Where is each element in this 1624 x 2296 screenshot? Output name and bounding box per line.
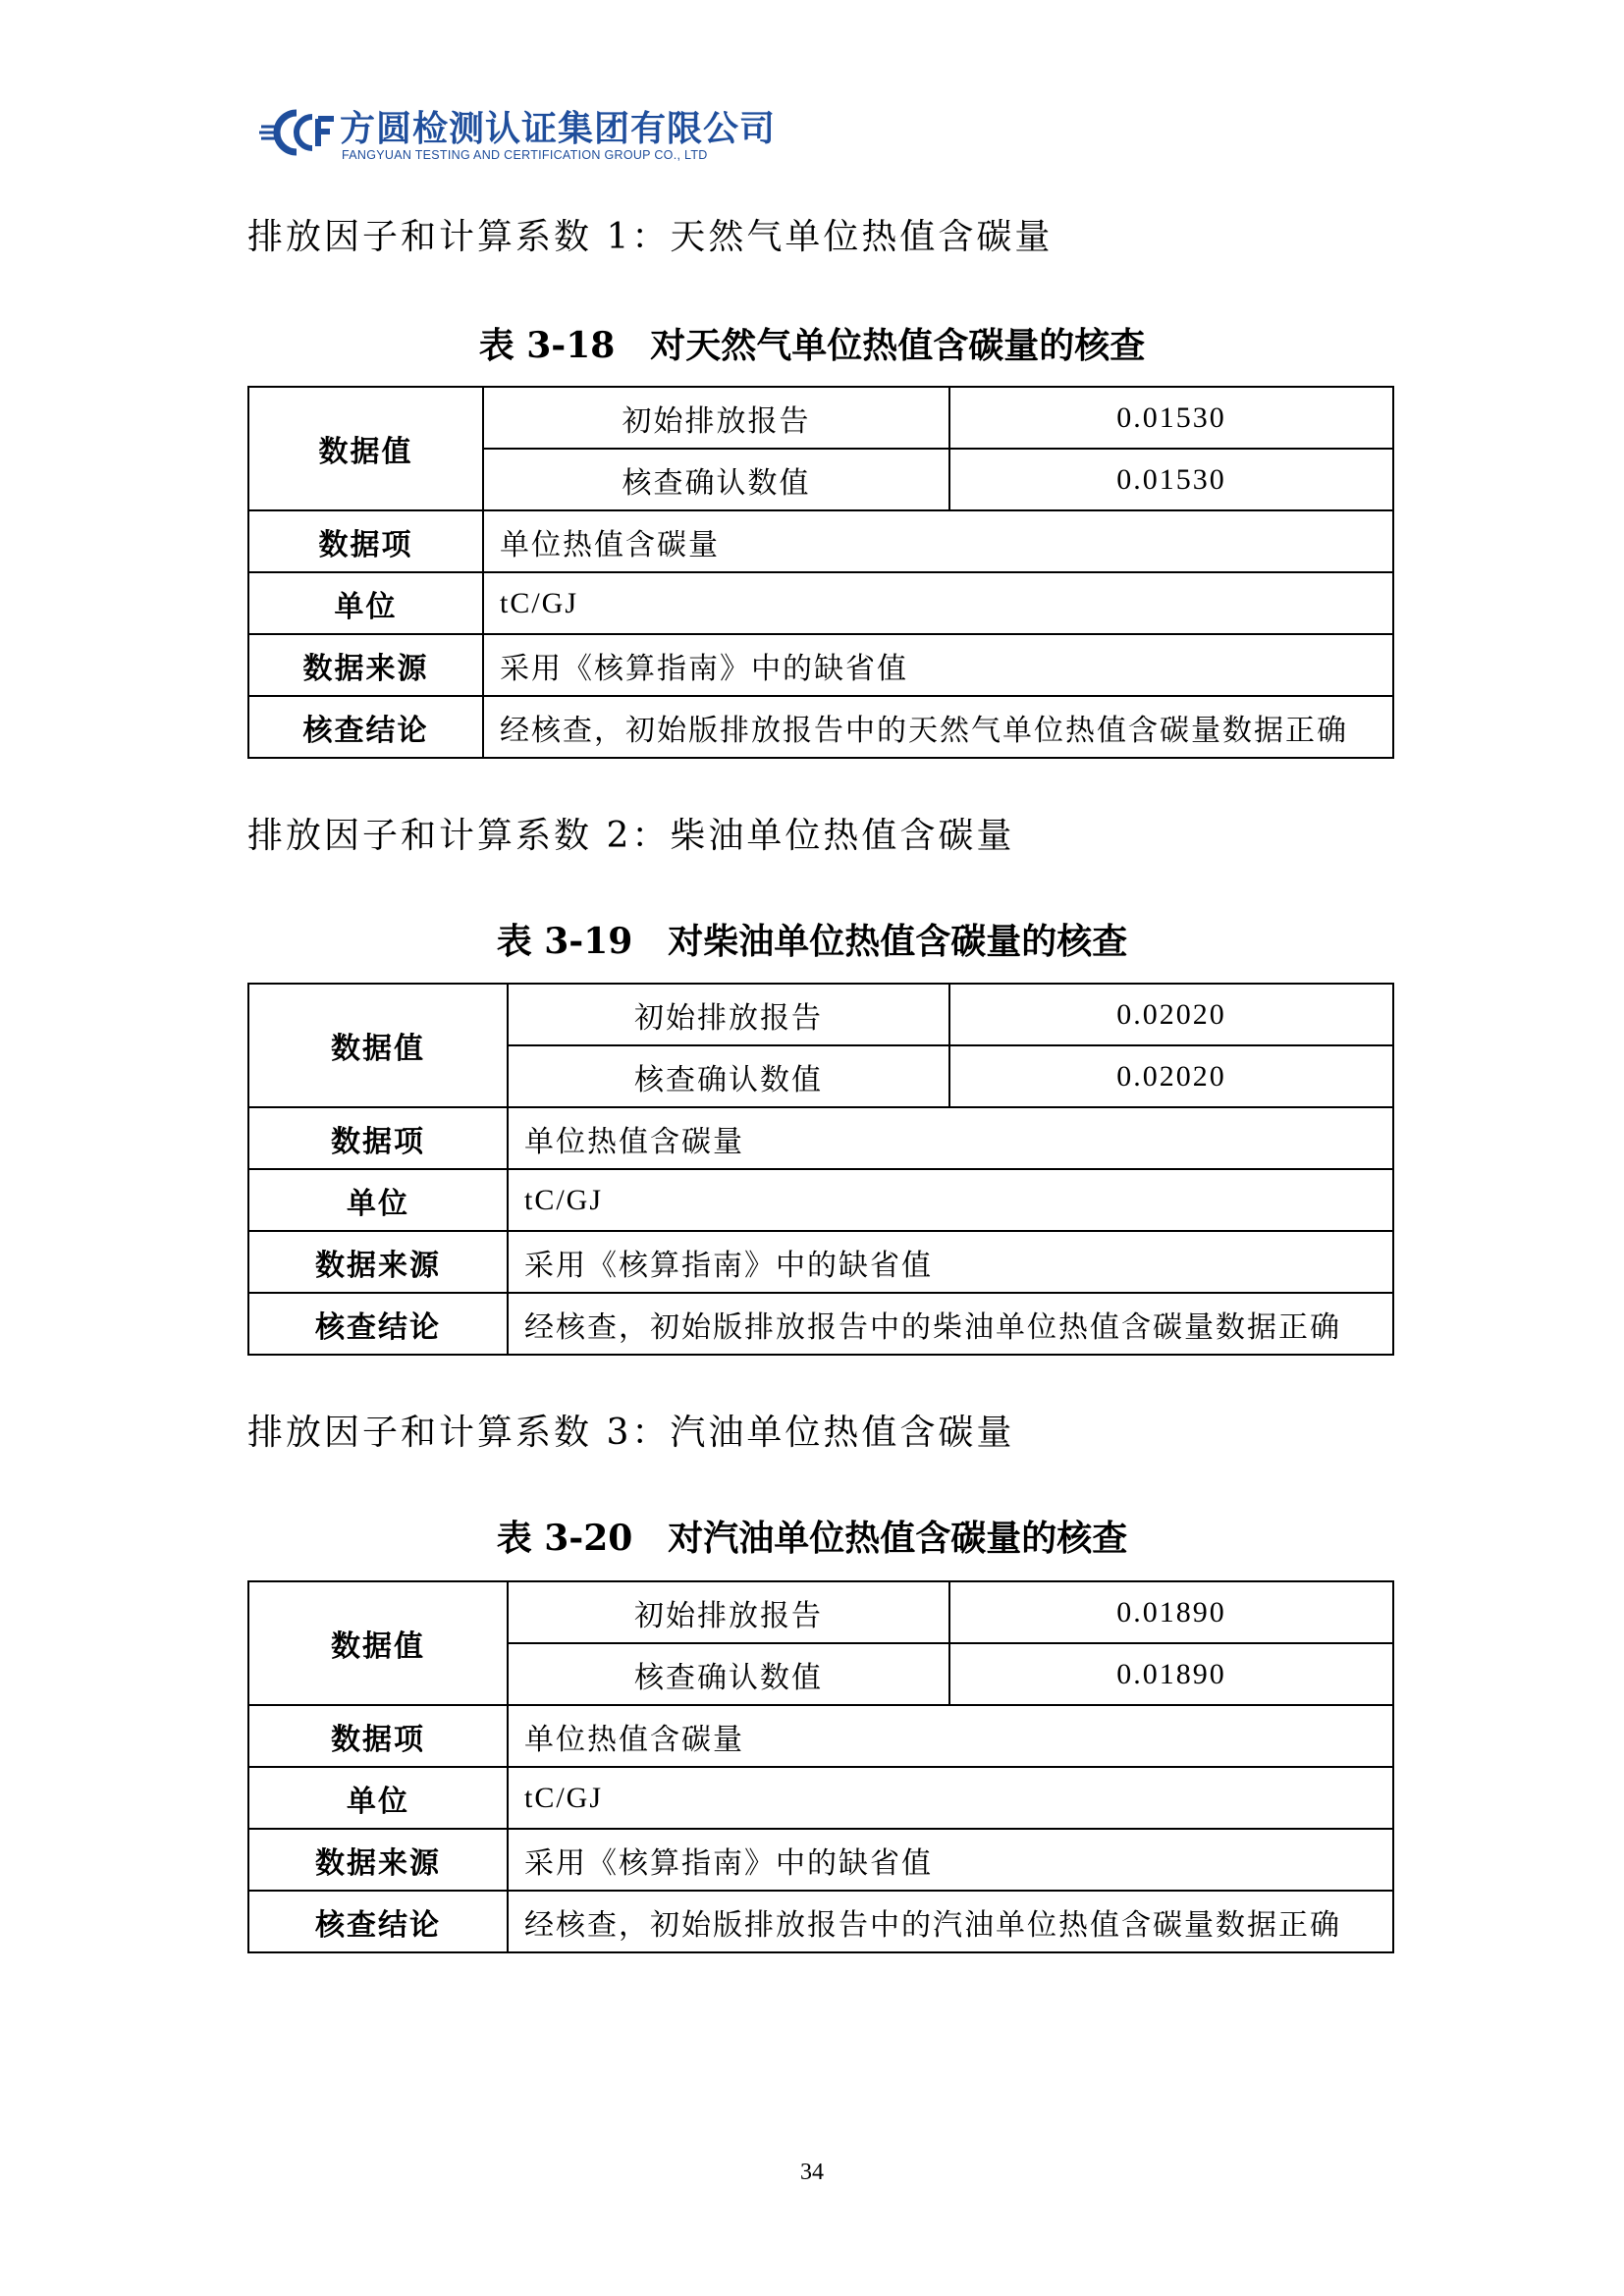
table-row xyxy=(248,634,1393,696)
table-row xyxy=(248,1829,1393,1891)
unit-value: tC/GJ xyxy=(483,572,1393,634)
table-row xyxy=(248,572,1393,634)
table-row xyxy=(248,1581,1393,1643)
initial-report-value: 0.01890 xyxy=(949,1581,1393,1643)
section-heading: 排放因子和计算系数 1：天然气单位热值含碳量 xyxy=(247,217,1054,257)
verified-value-label: 核查确认数值 xyxy=(508,1045,949,1107)
data-source-value: 采用《核算指南》中的缺省值 xyxy=(483,634,1393,696)
section-heading: 排放因子和计算系数 2：柴油单位热值含碳量 xyxy=(247,816,1015,856)
conclusion-label: 核查结论 xyxy=(248,1891,508,1952)
data-source-value: 采用《核算指南》中的缺省值 xyxy=(508,1231,1393,1293)
company-name-cn: 方圆检测认证集团有限公司 xyxy=(340,109,777,149)
ccf-logo-icon xyxy=(257,107,336,158)
verification-table xyxy=(247,1580,1394,1953)
initial-report-value: 0.01530 xyxy=(949,387,1393,449)
table-caption: 表 3-18 对天然气单位热值含碳量的核查 xyxy=(478,325,1146,366)
conclusion-value: 经核查，初始版排放报告中的汽油单位热值含碳量数据正确 xyxy=(508,1891,1393,1952)
data-item-value: 单位热值含碳量 xyxy=(483,510,1393,572)
initial-report-label: 初始排放报告 xyxy=(483,387,949,449)
verified-value-label: 核查确认数值 xyxy=(508,1643,949,1705)
data-source-value: 采用《核算指南》中的缺省值 xyxy=(508,1829,1393,1891)
table-row xyxy=(248,510,1393,572)
table-row xyxy=(248,1705,1393,1767)
table-caption: 表 3-20 对汽油单位热值含碳量的核查 xyxy=(496,1518,1128,1559)
verification-table xyxy=(247,386,1394,759)
data-item-value: 单位热值含碳量 xyxy=(508,1705,1393,1767)
conclusion-label: 核查结论 xyxy=(248,696,483,758)
data-item-value: 单位热值含碳量 xyxy=(508,1107,1393,1169)
section-heading: 排放因子和计算系数 3：汽油单位热值含碳量 xyxy=(247,1413,1015,1453)
unit-label: 单位 xyxy=(248,1169,508,1231)
table-row xyxy=(248,1891,1393,1952)
company-name-en: FANGYUAN TESTING AND CERTIFICATION GROUP CO., LTD xyxy=(342,148,708,162)
table-row xyxy=(248,1107,1393,1169)
initial-report-value: 0.02020 xyxy=(949,984,1393,1045)
unit-value: tC/GJ xyxy=(508,1767,1393,1829)
verified-value: 0.01530 xyxy=(949,449,1393,510)
verified-value: 0.01890 xyxy=(949,1643,1393,1705)
table-row xyxy=(248,1293,1393,1355)
data-source-label: 数据来源 xyxy=(248,1231,508,1293)
data-value-label: 数据值 xyxy=(248,387,483,510)
unit-label: 单位 xyxy=(248,572,483,634)
verification-table xyxy=(247,983,1394,1356)
data-source-label: 数据来源 xyxy=(248,634,483,696)
data-item-label: 数据项 xyxy=(248,510,483,572)
conclusion-value: 经核查，初始版排放报告中的柴油单位热值含碳量数据正确 xyxy=(508,1293,1393,1355)
verified-value: 0.02020 xyxy=(949,1045,1393,1107)
conclusion-label: 核查结论 xyxy=(248,1293,508,1355)
data-source-label: 数据来源 xyxy=(248,1829,508,1891)
table-row xyxy=(248,984,1393,1045)
verified-value-label: 核查确认数值 xyxy=(483,449,949,510)
conclusion-value: 经核查，初始版排放报告中的天然气单位热值含碳量数据正确 xyxy=(483,696,1393,758)
table-row xyxy=(248,696,1393,758)
unit-value: tC/GJ xyxy=(508,1169,1393,1231)
page-number: 34 xyxy=(800,2160,824,2185)
data-item-label: 数据项 xyxy=(248,1705,508,1767)
table-row xyxy=(248,1169,1393,1231)
initial-report-label: 初始排放报告 xyxy=(508,984,949,1045)
table-row xyxy=(248,387,1393,449)
company-logo xyxy=(257,101,787,170)
data-value-label: 数据值 xyxy=(248,1581,508,1705)
unit-label: 单位 xyxy=(248,1767,508,1829)
table-caption: 表 3-19 对柴油单位热值含碳量的核查 xyxy=(496,921,1128,962)
data-item-label: 数据项 xyxy=(248,1107,508,1169)
table-row xyxy=(248,1767,1393,1829)
table-row xyxy=(248,1231,1393,1293)
initial-report-label: 初始排放报告 xyxy=(508,1581,949,1643)
data-value-label: 数据值 xyxy=(248,984,508,1107)
